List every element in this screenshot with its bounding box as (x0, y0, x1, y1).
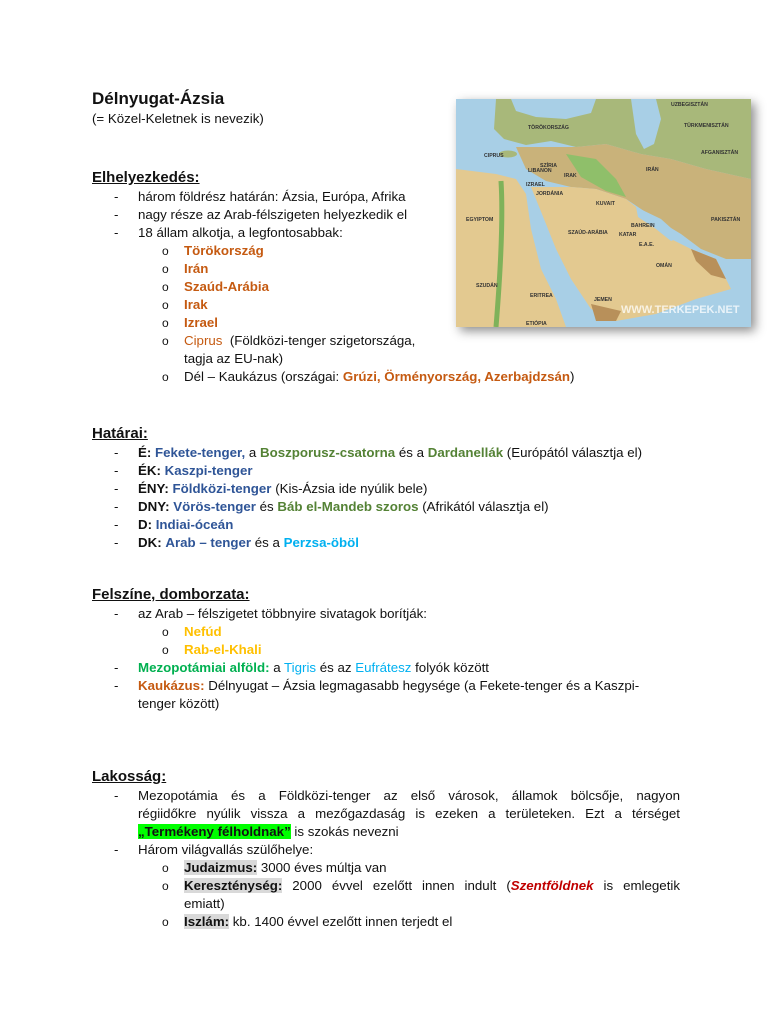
country-name: Irak (184, 297, 208, 312)
map-label: ETIÓPIA (526, 321, 547, 327)
list-item (92, 859, 680, 877)
river-name: Eufrátesz (355, 660, 412, 675)
borders-heading: Határai: (92, 425, 148, 442)
text: is szokás nevezni (290, 824, 399, 839)
sea-name: Kaszpi-tenger (164, 463, 253, 478)
strait-name: Boszporusz-csatorna (259, 445, 396, 460)
text: Délnyugat – Ázsia legmagasabb hegysége (a Fekete-tenger és a Kaszpi- (204, 678, 640, 693)
list-item (92, 480, 680, 498)
page-title: Délnyugat-Ázsia (92, 89, 225, 108)
map-label: E.A.E. (639, 242, 654, 248)
sea-name: Fekete-tenger, (155, 445, 246, 460)
list-item (92, 659, 680, 677)
list-item: - 18 állam alkotja, a legfontosabbak: (92, 224, 680, 242)
map-label: LIBANON (528, 168, 552, 174)
gulf-name: Perzsa-öböl (283, 535, 359, 550)
list-item: - Három világvallás szülőhelye: (92, 841, 680, 859)
list-item (92, 260, 680, 278)
list-item (92, 368, 680, 386)
list-item (92, 623, 680, 641)
list-item (92, 444, 680, 462)
religion-name: Judaizmus: (184, 860, 258, 875)
map-label: SZÍRIA (540, 163, 558, 169)
sea-name: Vörös-tenger (173, 499, 256, 514)
borders-section (92, 424, 680, 552)
direction-label: É: (138, 445, 152, 460)
ciprus-note: (Földközi-tenger szigetországa, (229, 333, 416, 348)
list-item: - három földrész határán: Ázsia, Európa, Afrika (92, 188, 680, 206)
caucasus-text: Dél – Kaukázus (országai: (184, 369, 343, 384)
text: és a (395, 445, 428, 460)
map-label: BAHREIN (631, 223, 655, 229)
map-label: KATAR (619, 232, 637, 238)
list-item-continued: emiatt) (184, 896, 225, 911)
holyland-term: Szentföldnek (510, 878, 594, 893)
text: (Kis-Ázsia ide nyúlik bele) (271, 481, 428, 496)
text: (Afrikától választja el) (418, 499, 549, 514)
list-item-continued: tagja az EU-nak) (184, 351, 284, 366)
direction-label: DK: (138, 535, 162, 550)
caucasus-countries: Grúzi, Örményország, Azerbajdzsán (342, 369, 570, 384)
caucasus-end: ) (570, 369, 575, 384)
list-item-continued (92, 823, 680, 841)
text: (Európától választja el) (503, 445, 643, 460)
list-item (92, 913, 680, 931)
strait-name: Dardanellák (427, 445, 504, 460)
map-label: UZBEGISZTÁN (671, 102, 708, 108)
list-item (92, 332, 434, 350)
direction-label: D: (138, 517, 153, 532)
religion-name: Kereszténység: (184, 878, 283, 893)
text: és az (316, 660, 356, 675)
region-name: Mezopotámiai alföld: (138, 660, 270, 675)
map-label: TÜRKMENISZTÁN (684, 123, 729, 129)
map-label: JEMEN (594, 297, 612, 303)
map-label: EGYIPTOM (466, 217, 494, 223)
text: folyók között (411, 660, 490, 675)
map-label: SZAÚD-ARÁBIA (568, 230, 608, 236)
list-item: - az Arab – félszigetet többnyire sivatagok borítják: (92, 605, 680, 623)
country-name: Törökország (184, 243, 264, 258)
text: kb. 1400 évvel ezelőtt innen terjedt el (229, 914, 453, 929)
map-label: OMÁN (656, 263, 672, 269)
strait-name: Báb el-Mandeb szoros (277, 499, 419, 514)
list-item: - Mezopotámia és a Földközi-tenger az első városok, államok bölcsője, nagyon (92, 787, 680, 805)
text: és (255, 499, 278, 514)
list-item (92, 278, 680, 296)
text: is emlegetik (593, 878, 680, 893)
fertile-crescent-term: „Termékeny félholdnak” (138, 824, 291, 839)
river-name: Tigris (284, 660, 317, 675)
text: 2000 évvel ezelőtt innen indult ( (282, 878, 511, 893)
religion-name: Iszlám: (184, 914, 230, 929)
list-item (92, 534, 680, 552)
map-label: SZUDÁN (476, 283, 498, 289)
page-subtitle: (= Közel-Keletnek is nevezik) (92, 111, 264, 126)
text: 3000 éves múltja van (257, 860, 387, 875)
sea-name: Indiai-óceán (155, 517, 234, 532)
map-label: KUVAIT (596, 201, 615, 207)
map-label: CIPRUS (484, 153, 504, 159)
sea-name: Arab – tenger (165, 535, 252, 550)
list-item (92, 462, 680, 480)
map-label: PAKISZTÁN (711, 217, 741, 223)
list-item (92, 641, 680, 659)
desert-name: Rab-el-Khali (184, 642, 262, 657)
direction-label: DNY: (138, 499, 170, 514)
map-label: JORDÁNIA (536, 191, 564, 197)
map-watermark: WWW.TERKEPEK.NET (621, 304, 740, 316)
map-label: ERITREA (530, 293, 553, 299)
list-item (92, 516, 680, 534)
map-label: IRÁN (646, 167, 659, 173)
list-item (92, 296, 680, 314)
list-item (92, 877, 680, 895)
location-heading: Elhelyezkedés: (92, 169, 200, 186)
text: a (245, 445, 260, 460)
list-item-continued: tenger között) (138, 696, 220, 711)
country-name: Szaúd-Arábia (184, 279, 269, 294)
mountain-name: Kaukázus: (138, 678, 205, 693)
list-item (92, 314, 680, 332)
map-label: IRAK (564, 173, 577, 179)
list-item-continued: régiidőkre nyúlik vissza a mezőgazdaság is ezeken a területeken. Ezt a térséget (138, 806, 680, 821)
location-section (92, 168, 680, 386)
text: és a (251, 535, 284, 550)
list-item (92, 498, 680, 516)
desert-name: Nefúd (184, 624, 222, 639)
population-heading: Lakosság: (92, 768, 167, 785)
surface-section (92, 585, 680, 713)
list-item: - nagy része az Arab-félszigeten helyezkedik el (92, 206, 680, 224)
map-label: TÖRÖKORSZÁG (528, 125, 569, 131)
text: a (269, 660, 285, 675)
sea-name: Földközi-tenger (172, 481, 272, 496)
country-name: Ciprus (184, 333, 223, 348)
map-label: IZRAEL (526, 182, 545, 188)
population-section (92, 767, 680, 931)
country-name: Irán (184, 261, 209, 276)
surface-heading: Felszíne, domborzata: (92, 586, 250, 603)
list-item (92, 242, 680, 260)
map-label: AFGANISZTÁN (701, 150, 739, 156)
direction-label: ÉNY: (138, 481, 169, 496)
direction-label: ÉK: (138, 463, 161, 478)
list-item (92, 677, 680, 695)
country-name: Izrael (184, 315, 219, 330)
